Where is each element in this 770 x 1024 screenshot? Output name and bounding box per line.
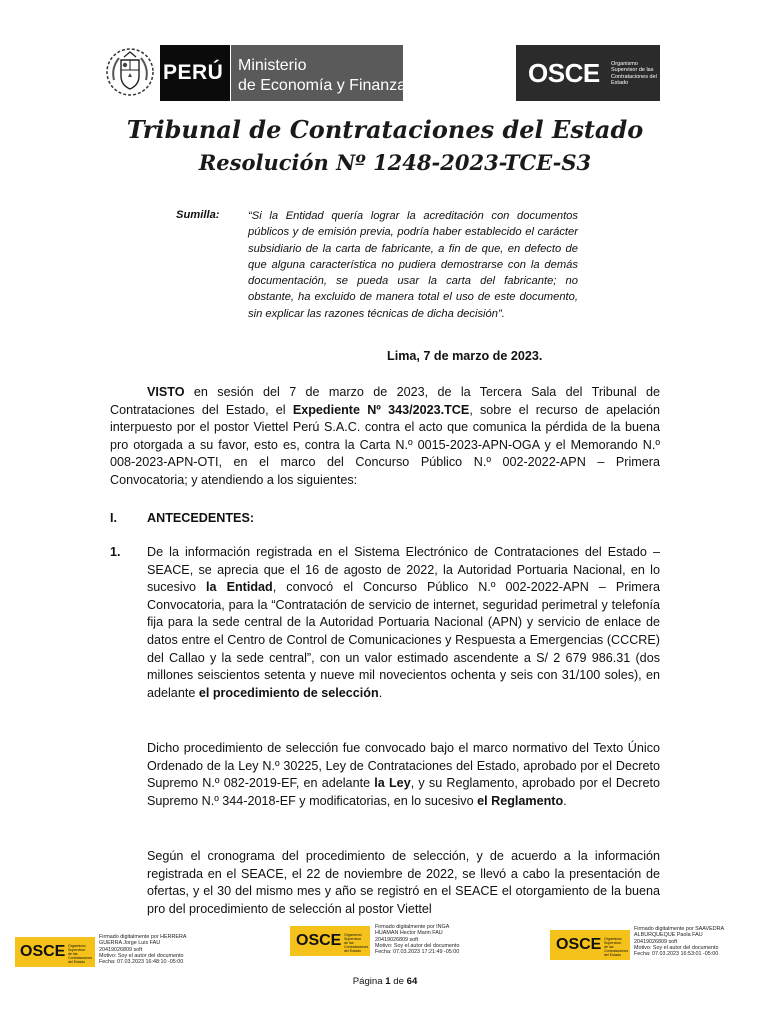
sig1-line5: Fecha: 07.03.2023 16:48:10 -05:00 — [99, 959, 184, 966]
p1-text-3: . — [378, 685, 383, 700]
signature-2-logo: OSCE — [296, 932, 342, 949]
date-line: Lima, 7 de marzo de 2023. — [387, 349, 543, 363]
section-number: I. — [110, 511, 117, 525]
visto-text-2: , sobre el recurso de apelación interpuesto por el postor Viettel Perú S.A.C. contra el acto que comunica la pérdida de la buena pro otorgada a su favor, esto es, contra la Carta N.º 0015-2023-APN-OGA y el Memorando N.º 008-2023-APN-OTI, en el marco del Concurso Público N.º 002-2022-APN – Primera Convocatoria; y atendiendo a los siguientes: — [110, 402, 661, 487]
signature-3-logo-sub: Organismo Supervisor de las Contrataciones del Estado — [604, 937, 629, 957]
signature-2-logo-sub: Organismo Supervisor de las Contrataciones del Estado — [344, 933, 369, 953]
p1-text-1: De la información registrada en el Sistema Electrónico de Contrataciones del Estado – SEACE, se aprecia que el 16 de agosto de 2022, la Autoridad Portuaria Nacional, en lo sucesivo — [147, 545, 660, 595]
signature-2-text — [375, 924, 525, 955]
section-title: ANTECEDENTES: — [147, 511, 255, 525]
p1-text-2: , convocó el Concurso Público N.º 002-2022-APN – Primera Convocatoria, para la “Contratación de servicio de internet, seguridad perimetral y telefonía fija para la sede central de la Autoridad Portuaria Nacional (APN) y servicio de enlace de datos entre el Centro de Control de Comunicaciones y Respuesta a Emergencias (CCCRE) del Callao y la sede central”, con un valor estimado ascendente a S/ 2 679 986.31 (dos millones seiscientos setenta y nueve mil novecientos ochenta y seis con 31/100 soles), en adelante — [147, 580, 660, 700]
sig2-line4: Motivo: Soy el autor del documento — [375, 942, 460, 949]
antecedentes-paragraph-3: Según el cronograma del procedimiento de selección, y de acuerdo a la información registrada en el SEACE, el 22 de noviembre de 2022, se llevó a cabo la presentación de ofertas, y el 30 del mismo mes y año se registró en el SEACE el otorgamiento de la buena pro del procedimiento de selección al postor Viettel — [147, 849, 660, 916]
antecedentes-paragraph-2 — [147, 740, 660, 810]
sig2-line3: 20419026809 soft — [375, 936, 419, 943]
sumilla-text: “Si la Entidad quería lograr la acreditación con documentos públicos y de emisión previa, podría haber establecido el carácter subsidiario de la carta de fabricante, a fin de que, en defecto de que alguna característica no pudiera demostrarse con la demás documentación, se pueda usar la carta del fabricante; no obstante, ha excluido de manera total el uso de este documento, sin explicar las razones técnicas de dicha decisión”. — [248, 210, 578, 320]
sig1-line4: Motivo: Soy el autor del documento — [99, 952, 184, 959]
sig2-line1: Firmado digitalmente por INGA — [375, 924, 450, 930]
ministry-name-line1: Ministerio — [238, 57, 307, 74]
page-current: 1 — [385, 976, 391, 987]
sig3-line3: 20419026809 soft — [634, 938, 678, 945]
page-word: Página — [352, 976, 386, 987]
p1-bold-2: el procedimiento de selección — [198, 685, 379, 700]
page-footer — [0, 976, 770, 987]
expediente-number: Expediente Nº 343/2023.TCE — [292, 402, 470, 417]
p2-bold-1: la Ley — [374, 776, 411, 791]
signature-1-logo: OSCE — [20, 943, 66, 960]
sig1-line2: GUERRA Jorge Luis FAU — [99, 940, 161, 947]
sig3-line2: ALBURQUEQUE Paola FAU — [634, 932, 703, 939]
national-shield-icon — [105, 46, 155, 98]
p2-text-2: , y su Reglamento, aprobado por el Decreto Supremo N.º 344-2018-EF y modificatorias, en lo sucesivo — [147, 776, 660, 808]
resolution-number: Resolución Nº 1248-2023-TCE-S3 — [198, 150, 592, 175]
item-number: 1. — [110, 545, 121, 559]
p2-bold-2: el Reglamento — [477, 793, 564, 808]
sig1-line3: 20419026809 soft — [99, 946, 143, 953]
p2-text-1: Dicho procedimiento de selección fue convocado bajo el marco normativo del Texto Único Ordenado de la Ley N.º 30225, Ley de Contrataciones del Estado, aprobado por el Decreto Supremo N.º 082-2019-EF, en adelante — [147, 741, 660, 791]
sig3-line4: Motivo: Soy el autor del documento — [634, 944, 719, 951]
signature-3-logo: OSCE — [556, 936, 602, 953]
p1-bold-1: la Entidad — [206, 580, 273, 595]
signature-1-logo-sub: Organismo Supervisor de las Contrataciones del Estado — [68, 944, 93, 964]
visto-text-1: en sesión del 7 de marzo de 2023, de la Tercera Sala del Tribunal de Contrataciones del Estado, el — [110, 385, 660, 417]
page-total: 64 — [406, 976, 418, 987]
p2-text-3: . — [563, 793, 567, 808]
sig1-line1: Firmado digitalmente por HERRERA — [99, 934, 187, 940]
sig3-line1: Firmado digitalmente por SAAVEDRA — [634, 926, 725, 932]
signature-3-text — [634, 926, 770, 957]
ministry-name-line2: de Economía y Finanzas — [238, 77, 415, 94]
visto-lead: VISTO — [147, 385, 185, 399]
sig3-line5: Fecha: 07.03.2023 16:53:01 -05:00 — [634, 951, 719, 958]
tribunal-title: Tribunal de Contrataciones del Estado — [126, 115, 644, 144]
peru-label: PERÚ — [163, 61, 224, 84]
sig2-line2: HUAMAN Hector Marin FAU — [375, 930, 443, 937]
antecedentes-paragraph-1 — [147, 544, 660, 702]
osce-tagline: Organismo Supervisor de las Contrataciones del Estado — [611, 61, 657, 87]
visto-paragraph — [110, 384, 660, 490]
of-word: de — [390, 976, 407, 987]
sig2-line5: Fecha: 07.03.2023 17:21:49 -05:00 — [375, 949, 460, 956]
sumilla-label: Sumilla: — [176, 209, 220, 221]
signature-1-text — [99, 934, 249, 965]
osce-logo: OSCE — [528, 58, 600, 88]
